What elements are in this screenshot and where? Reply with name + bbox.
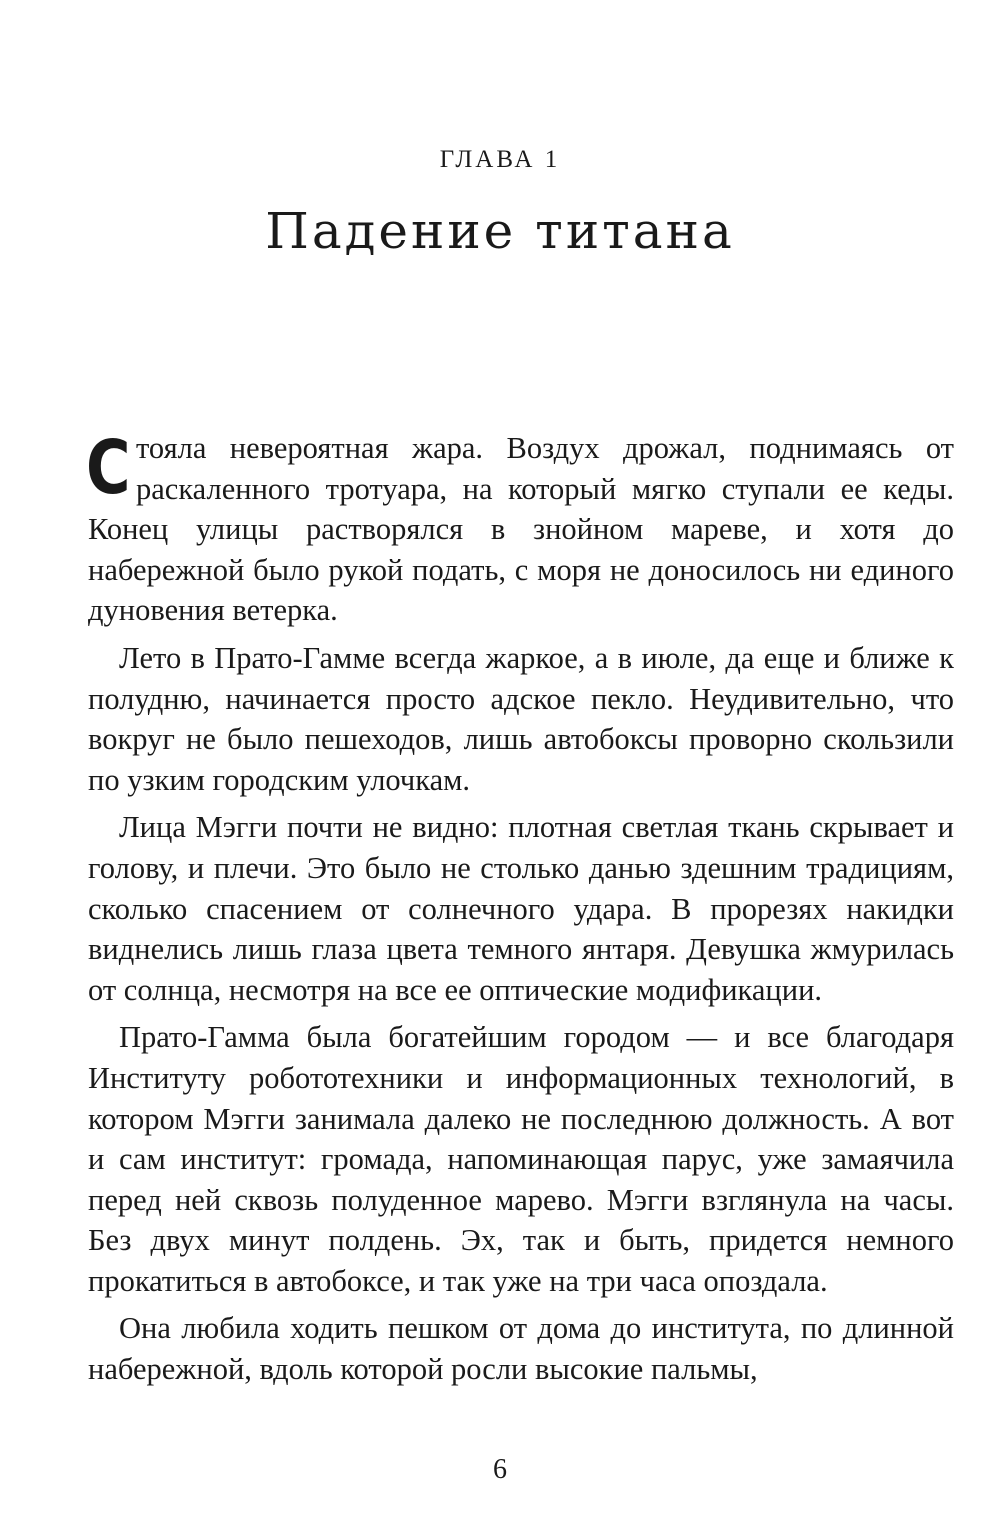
body-text bbox=[86, 425, 954, 1397]
paragraph-1-text: тояла невероятная жара. Воздух дрожал, поднимаясь от раскаленного тротуара, на который мягко ступали ее кеды. Конец улицы растворялся в знойном мареве, и хотя до набережной было рукой подать, с моря не доносилось ни единого дуновения ветерка. bbox=[88, 431, 954, 628]
drop-cap: С bbox=[86, 425, 131, 511]
paragraph-2: Лето в Прато-Гамме всегда жаркое, а в июле, да еще и ближе к полудню, начинается просто адское пекло. Неудивительно, что вокруг не было пешеходов, лишь автобоксы проворно скользили по узким городским улочкам. bbox=[88, 640, 954, 797]
page-number: 6 bbox=[493, 1454, 507, 1485]
chapter-label: ГЛАВА 1 bbox=[439, 146, 561, 173]
chapter-title: Падение титана bbox=[265, 202, 735, 260]
paragraph-1 bbox=[86, 425, 954, 631]
paragraph-3: Лица Мэгги почти не видно: плотная светлая ткань скрывает и голову, и плечи. Это было не столько данью здешним традициям, сколько спасением от солнечного удара. В прорезях накидки виднелись лишь глаза цвета темного янтаря. Девушка жмурилась от солнца, несмотря на все ее оптические модификации. bbox=[88, 810, 954, 1007]
paragraph-5: Она любила ходить пешком от дома до института, по длинной набережной, вдоль которой росли высокие пальмы, bbox=[88, 1311, 954, 1387]
paragraph-4: Прато-Гамма была богатейшим городом — и все благодаря Институту робототехники и информационных технологий, в котором Мэгги занимала далеко не последнюю должность. А вот и сам институт: громада, напоминающая парус, уже замаячила перед ней сквозь полуденное марево. Мэгги взглянула на часы. Без двух минут полдень. Эх, так и быть, придется немного прокатиться в автобоксе, и так уже на три часа опоздала. bbox=[88, 1020, 954, 1298]
